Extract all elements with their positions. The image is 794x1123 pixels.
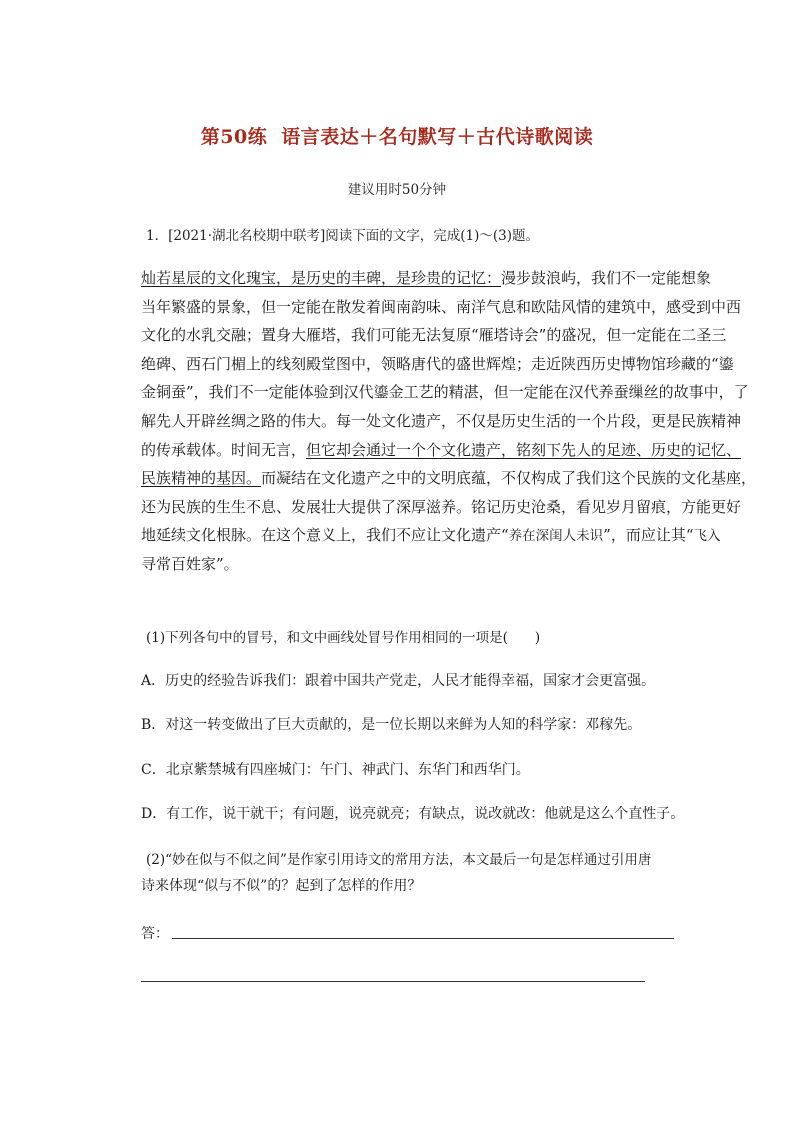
answer-line[interactable]	[141, 981, 645, 982]
passage-line	[141, 521, 721, 550]
answer-line[interactable]	[172, 938, 674, 939]
passage-text: 漫步鼓浪屿，我们不一定能想象	[501, 269, 712, 287]
page-title	[0, 122, 794, 149]
passage-text: 地延续文化根脉。在这个意义上，我们不应让文化遗产“	[141, 526, 509, 545]
option-c[interactable]: C．北京紫禁城有四座城门：午门、神武门、东华门和西华门。	[141, 762, 530, 778]
sub-question-2-line2: 诗来体现“似与不似”的？起到了怎样的作用？	[141, 878, 422, 894]
sub-question-1-stem: (1)下列各句中的冒号，和文中画线处冒号作用相同的一项是( )	[146, 630, 541, 646]
quoted-poem: 养在深闺人未识	[508, 528, 604, 545]
passage-line	[141, 464, 757, 493]
reading-passage	[141, 264, 757, 579]
option-a[interactable]: A．历史的经验告诉我们：跟着中国共产党走，人民才能得幸福，国家才会更富强。	[141, 673, 656, 689]
question-1-intro: 1．[2021·湖北名校期中联考]阅读下面的文字，完成(1)～(3)题。	[146, 228, 540, 244]
answer-label: 答：	[141, 926, 169, 942]
exercise-topic: 语言表达＋名句默写＋古代诗歌阅读	[281, 126, 594, 148]
passage-line	[141, 264, 712, 293]
option-b[interactable]: B．对这一转变做出了巨大贡献的，是一位长期以来鲜为人知的科学家：邓稼先。	[141, 717, 642, 733]
passage-line: 文化的水乳交融；置身大雁塔，我们可能无法复原“雁塔诗会”的盛况，但一定能在二圣三	[141, 326, 727, 345]
passage-line: 解先人开辟丝绸之路的伟大。每一处文化遗产，不仅是历史生活的一个片段，更是民族精神	[141, 411, 742, 430]
underlined-text: 灿若星辰的文化瑰宝，是历史的丰碑，是珍贵的记忆：	[141, 269, 502, 287]
passage-line: 还为民族的生生不息、发展壮大提供了深厚滋养。铭记历史沧桑，看见岁月留痕，方能更好	[141, 497, 742, 516]
answer-area[interactable]	[141, 923, 681, 945]
passage-line	[141, 436, 742, 465]
quoted-poem: 飞入	[693, 528, 721, 545]
sub-question-2-line1: (2)“妙在似与不似之间”是作家引用诗文的常用方法，本文最后一句是怎样通过引用唐	[146, 852, 652, 868]
passage-text: ”，而应让其“	[603, 526, 694, 545]
option-d[interactable]: D．有工作，说干就干；有问题，说亮就亮；有缺点，说改就改：他就是这么个直性子。	[141, 806, 685, 822]
passage-text: 而凝结在文化遗产之中的文明底蕴，不仅构成了我们这个民族的文化基座，	[261, 469, 757, 488]
underlined-text: 但它却会通过一个个文化遗产，铭刻下先人的足迹、历史的记忆、	[306, 440, 742, 459]
exercise-number: 第50练	[200, 126, 268, 148]
passage-line: 当年繁盛的景象，但一定能在散发着闽南韵味、南洋气息和欧陆风情的建筑中，感受到中西	[141, 297, 742, 316]
suggested-time: 建议用时50分钟	[347, 182, 447, 198]
underlined-text: 民族精神的基因。	[141, 469, 262, 488]
passage-line: 寻常百姓家”。	[141, 554, 239, 573]
passage-line: 绝碑、西石门楣上的线刻殿堂图中，领略唐代的盛世辉煌；走近陕西历史博物馆珍藏的“鎏	[141, 354, 734, 373]
passage-line: 金铜蚕”，我们不一定能体验到汉代鎏金工艺的精湛，但一定能在汉代养蚕缫丝的故事中，了	[141, 383, 749, 402]
passage-text: 的传承载体。时间无言，	[141, 440, 307, 459]
